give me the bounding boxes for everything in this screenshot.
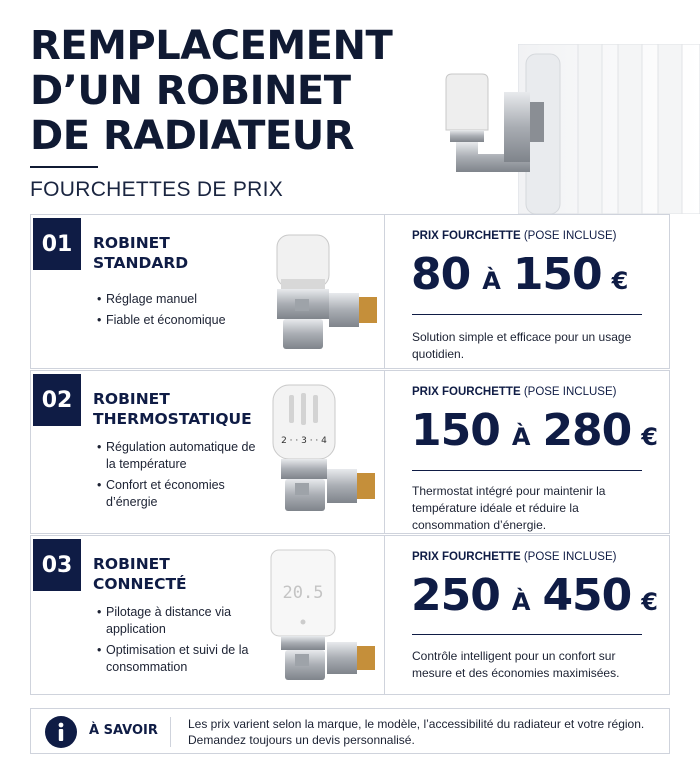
price-label: [412, 386, 616, 398]
feature-item: • Réglage manuel: [97, 291, 257, 308]
product-panel: [31, 215, 384, 368]
feature-list: [97, 291, 257, 333]
price-description: Contrôle intelligent pour un confort sur mesure et des économies maximisées.: [412, 649, 620, 680]
thermostat-display-text: 20.5: [282, 583, 324, 603]
connected-valve-image: [251, 548, 381, 688]
info-icon: [45, 716, 77, 748]
price-range: [411, 405, 658, 456]
feature-item: • Confort et économies d’énergie: [97, 477, 257, 511]
price-panel: [384, 371, 669, 533]
product-name: [93, 233, 243, 273]
price-label: [412, 230, 616, 242]
price-label: [412, 551, 616, 563]
product-name-line-1: ROBINET: [93, 555, 170, 573]
product-name: [93, 389, 252, 429]
product-name-line-1: ROBINET: [93, 234, 170, 252]
product-panel: [31, 536, 384, 694]
note-title: À SAVOIR: [89, 723, 158, 738]
price-min: 250: [411, 570, 500, 621]
title-divider: [30, 166, 98, 168]
wall-valve-illustration: [438, 72, 548, 177]
price-panel: [384, 215, 669, 368]
price-label-note: (POSE INCLUSE): [520, 230, 617, 242]
price-min: 80: [411, 249, 471, 300]
price-min: 150: [411, 405, 500, 456]
price-panel: [384, 536, 669, 694]
product-name-line-2: STANDARD: [93, 254, 189, 272]
price-divider: [412, 634, 642, 635]
feature-item: • Optimisation et suivi de la consommation: [97, 642, 257, 676]
page-subtitle: FOURCHETTES DE PRIX: [30, 178, 284, 201]
price-divider: [412, 314, 642, 315]
thermostatic-valve-image: [251, 383, 381, 523]
title-line-3: DE RADIATEUR: [30, 113, 355, 159]
feature-item: • Pilotage à distance via application: [97, 604, 257, 638]
price-label-bold: PRIX FOURCHETTE: [412, 230, 521, 242]
title-line-1: REMPLACEMENT: [30, 23, 393, 69]
product-name-line-2: CONNECTÉ: [93, 575, 187, 593]
price-row-standard: [30, 214, 670, 369]
feature-list: [97, 604, 257, 680]
product-panel: [31, 371, 384, 533]
title-line-2: D’UN ROBINET: [30, 68, 351, 114]
price-max: 450: [542, 570, 632, 621]
price-connector: À: [511, 423, 531, 451]
price-row-connected: [30, 535, 670, 695]
dial-scale-text: 2 · · 3 · · 4: [281, 436, 327, 446]
row-number-badge: 02: [33, 374, 81, 426]
price-label-note: (POSE INCLUSE): [520, 386, 617, 398]
price-range: [411, 570, 658, 621]
note-text: Les prix varient selon la marque, le modèle, l’accessibilité du radiateur et votre région. Demandez toujours un devis personnalisé.: [188, 717, 645, 747]
price-max: 150: [512, 249, 602, 300]
feature-item: • Régulation automatique de la température: [97, 439, 257, 473]
feature-list: [97, 439, 257, 515]
info-note: [30, 708, 670, 754]
page-title: [30, 24, 430, 159]
price-connector: À: [511, 588, 531, 616]
feature-item: • Fiable et économique: [97, 312, 257, 329]
price-label-bold: PRIX FOURCHETTE: [412, 551, 521, 563]
price-max: 280: [542, 405, 632, 456]
product-name-line-1: ROBINET: [93, 390, 170, 408]
price-range: [411, 249, 628, 300]
price-currency: €: [641, 423, 658, 451]
price-divider: [412, 470, 642, 471]
price-label-bold: PRIX FOURCHETTE: [412, 386, 521, 398]
price-description: Solution simple et efficace pour un usage quotidien.: [412, 330, 632, 361]
price-row-thermostatic: [30, 370, 670, 534]
standard-valve-image: [251, 233, 381, 358]
price-description: Thermostat intégré pour maintenir la température idéale et réduire la consommation d’énergie.: [412, 484, 606, 532]
row-number-badge: 01: [33, 218, 81, 270]
price-currency: €: [641, 588, 658, 616]
price-currency: €: [611, 267, 629, 295]
price-connector: À: [482, 267, 501, 295]
note-divider: [170, 717, 171, 747]
product-name: [93, 554, 243, 594]
product-name-line-2: THERMOSTATIQUE: [93, 410, 252, 428]
row-number-badge: 03: [33, 539, 81, 591]
price-label-note: (POSE INCLUSE): [520, 551, 617, 563]
